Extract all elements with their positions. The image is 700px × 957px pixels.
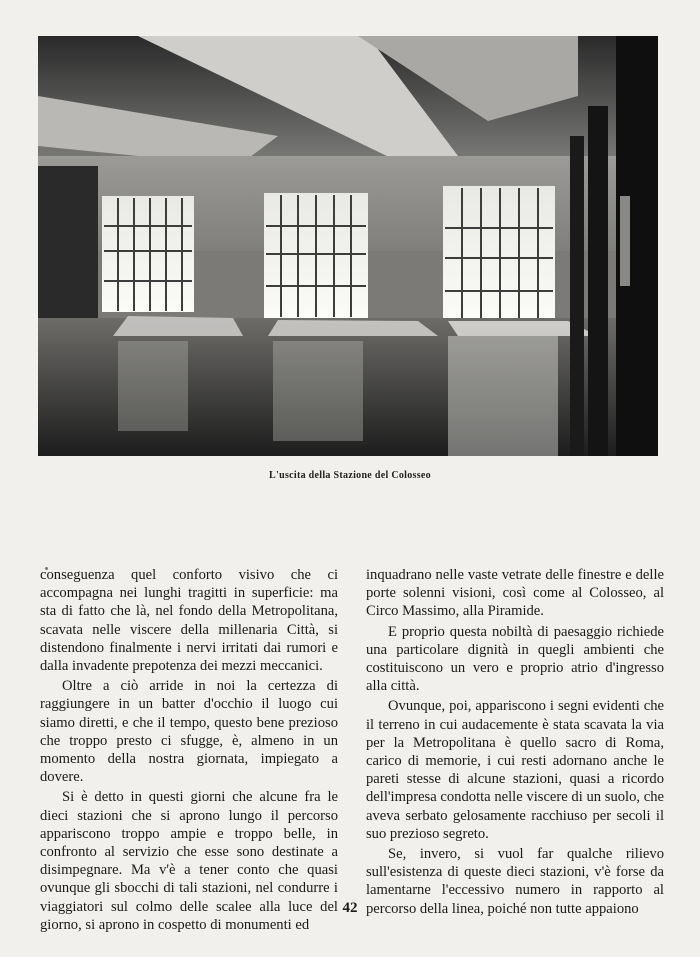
paragraph: conseguenza quel conforto visivo che ci accompagna nei lunghi tragitti in superficie: ma sta di fatto che là, nel fondo della Metropolitana, scavata nelle viscere della millenaria Città, si distendono finalmente i nervi irritati dai rumori e dalla invadente prepotenza dei mezzi meccanici. xyxy=(40,567,338,675)
photo-caption: L'uscita della Stazione del Colosseo xyxy=(269,470,431,481)
paragraph: Si è detto in questi giorni che alcune fra le dieci stazioni che si aprono lungo il percorso appariscono troppo ampie e troppo belle, in confronto al servizio che esse sono destinate a disimpegnare. Ma v'è a tener conto che quasi ovunque gli sbocchi di tali stazioni, nel condurre i viaggiatori sul colmo delle scalee alla luce del giorno, si aprono in cospetto di monumenti ed xyxy=(40,789,338,933)
text-column-right xyxy=(366,566,664,918)
paragraph: Se, invero, si vuol far qualche rilievo sull'esistenza di queste dieci stazioni, v'è forse da lamentarne l'eccessivo numero in rapporto al percorso della linea, poiché non tutte appaiono xyxy=(366,846,664,917)
paragraph: Ovunque, poi, appariscono i segni evidenti che il terreno in cui audacemente è stata scavata la via per la Metropolitana è quello sacro di Roma, carico di memorie, i cui resti adornano anche le pareti stesse di alcune stazioni, quasi a ricordo dell'impresa condotta nelle viscere di un suolo, che aveva serbato gelosamente racchiuso per secoli il suo prezioso segreto. xyxy=(366,698,664,842)
paragraph: inquadrano nelle vaste vetrate delle finestre e delle porte solenni visioni, così come al Colosseo, al Circo Massimo, alla Piramide. xyxy=(366,567,664,620)
paragraph: Oltre a ciò arride in noi la certezza di raggiungere in un batter d'occhio il luogo cui siamo diretti, e che il tempo, questo bene prezioso che troppo presto ci sfugge, è, almeno in un momento della nostra giornata, impiegato a dovere. xyxy=(40,678,338,786)
photo-illustration xyxy=(38,36,658,456)
paragraph: E proprio questa nobiltà di paesaggio richiede una particolare dignità in quegli ambienti che costituiscono un vero e proprio atrio d'ingresso alla città. xyxy=(366,623,664,695)
station-exit-photo xyxy=(38,36,658,456)
text-column-left xyxy=(40,566,338,934)
page-number: 42 xyxy=(342,900,358,916)
